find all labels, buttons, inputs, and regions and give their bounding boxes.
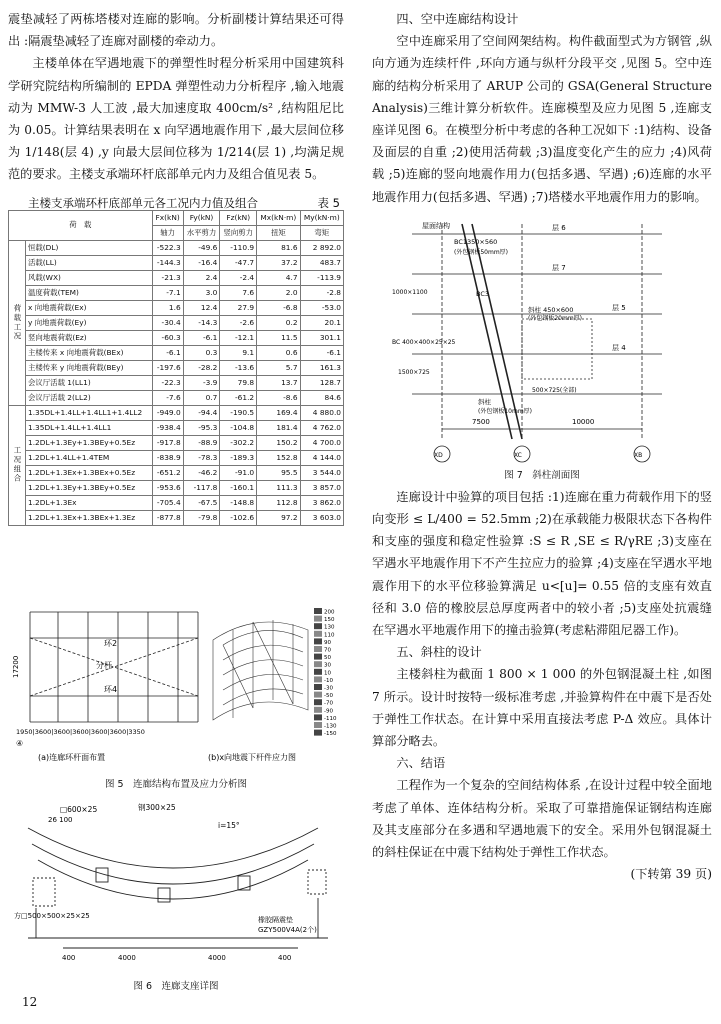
fig6-dim-2: 4000: [208, 954, 226, 962]
legend-value: 70: [324, 647, 331, 654]
fig5-sub-a: (a)连廊环杆面布置: [38, 753, 106, 762]
table5-cell: -2.6: [220, 315, 257, 330]
table5-cell: -6.1: [183, 330, 220, 345]
table5-cell: -49.6: [183, 240, 220, 255]
legend-value: 130: [324, 624, 335, 631]
table5-row-name: 主楼传来 x 向地震荷载(BEx): [26, 345, 153, 360]
left-para-2: 主楼单体在罕遇地震下的弹塑性时程分析采用中国建筑科学研究院结构所编制的 EPDA 弹塑性动力分析程序 ,输入地震动为 MMW-3 人工波 ,最大加速度取 400cm/s² ,结构阻尼比为 0.05。计算结果表明在 x 向罕遇地震作用下 ,最大层间位移为 1/148(层 4) ,y 向最大层间位移为 1/214(层 1) ,均满足规范的要求。主楼支承端环杆底部单元内力及组合值见表 5。: [8, 56, 344, 182]
page-number: 12: [22, 995, 38, 1009]
table5-cell: -14.3: [183, 315, 220, 330]
fig5-label-dims: 1950|3600|3600|3600|3600|3600|3350: [16, 728, 145, 736]
table5-cell: -3.9: [183, 375, 220, 390]
table5-cell: -6.8: [257, 300, 300, 315]
table5-row-name: 1.2DL+1.3Ey+1.3BEy+0.5Ez: [26, 435, 153, 450]
table5-row-name: y 向地震荷载(Ey): [26, 315, 153, 330]
table5-cell: 84.6: [300, 390, 343, 405]
table5-cell: -79.8: [183, 510, 220, 525]
table-row: [9, 435, 344, 450]
legend-swatch: [314, 722, 322, 728]
table5-cell: 4 880.0: [300, 405, 343, 420]
legend-value: -70: [324, 700, 333, 707]
table5-row-name: 风载(WX): [26, 270, 153, 285]
fig5-sub-b: (b)x向地震下杆件应力图: [208, 753, 297, 762]
table5-col-s2: 竖向剪力: [220, 225, 257, 240]
legend-swatch: [314, 730, 322, 736]
table5-col-h1: Fy(kN): [183, 210, 220, 225]
fig7-col2: (外包钢板20mm厚): [528, 314, 583, 322]
table5-cell: 13.7: [257, 375, 300, 390]
table5-cell: -30.4: [152, 315, 183, 330]
table-row: [9, 270, 344, 285]
table5-cell: -95.3: [183, 420, 220, 435]
table5-cell: -21.3: [152, 270, 183, 285]
table5-cell: 81.6: [257, 240, 300, 255]
table5-cell: 4.7: [257, 270, 300, 285]
table5-cell: 111.3: [257, 480, 300, 495]
figure7: [372, 214, 712, 486]
table5-cell: -104.8: [220, 420, 257, 435]
table5-cell: 20.1: [300, 315, 343, 330]
table5-row-name: 1.2DL+1.3Ex: [26, 495, 153, 510]
table-row: [9, 405, 344, 420]
table5-col-h4: My(kN·m): [300, 210, 343, 225]
legend-value: 10: [324, 670, 331, 677]
table5-cell: 2 892.0: [300, 240, 343, 255]
table5-cell: -953.6: [152, 480, 183, 495]
figure5a-plan: [30, 612, 198, 722]
fig6-label-box-top: □600×25: [60, 805, 98, 814]
table5-cell: -2.4: [220, 270, 257, 285]
legend-value: 30: [324, 662, 331, 669]
left-column: [8, 8, 344, 526]
table5-cell: -78.3: [183, 450, 220, 465]
table5-cell: -302.2: [220, 435, 257, 450]
figure5: [8, 600, 344, 770]
table5-cell: 11.5: [257, 330, 300, 345]
fig7-fl5: 层 5: [612, 303, 626, 312]
table-row: [9, 285, 344, 300]
fig7-size3: 500×725(全部): [532, 386, 577, 394]
table5-cell: 4 762.0: [300, 420, 343, 435]
table5-cell: 5.7: [257, 360, 300, 375]
table5-cell: 0.7: [183, 390, 220, 405]
table5-cell: -838.9: [152, 450, 183, 465]
table5-cell: -917.8: [152, 435, 183, 450]
table5-body: [9, 240, 344, 525]
table-row: [9, 255, 344, 270]
table5-cell: -8.6: [257, 390, 300, 405]
fig7-axis-xb: XB: [634, 451, 643, 459]
table5-cell: 4 144.0: [300, 450, 343, 465]
table5-cell: 4 700.0: [300, 435, 343, 450]
right-para-4-text: 工程作为一个复杂的空间结构体系 ,在设计过程中较全面地考虑了单体、连体结构分析。采取了可靠措施保证钢结构连廊及其支座部分在多遇和罕遇地震下的安全。采用外包钢混凝土的斜柱保证在中震下结构处于弹性工作状态。: [372, 778, 712, 860]
figure7-drawing: [372, 214, 712, 464]
table5-cell: 2.0: [257, 285, 300, 300]
legend-value: -150: [324, 731, 337, 738]
table5-cell: -94.4: [183, 405, 220, 420]
legend-swatch: [314, 608, 322, 614]
table-row: [9, 240, 344, 255]
legend-swatch: [314, 676, 322, 682]
continued-note: (下转第 39 页): [630, 867, 712, 882]
table5-cell: 152.8: [257, 450, 300, 465]
legend-value: -10: [324, 677, 333, 684]
fig7-axis-xc: XC: [514, 451, 522, 459]
fig7-beam: 斜柱: [478, 397, 491, 406]
legend-swatch: [314, 707, 322, 713]
table5-cell: 9.1: [220, 345, 257, 360]
table5-row-name: 活载(LL): [26, 255, 153, 270]
table5-cell: -7.6: [152, 390, 183, 405]
section6-heading: 六、结语: [396, 756, 446, 771]
figure6-drawing: [8, 798, 344, 978]
table5-cell: -28.2: [183, 360, 220, 375]
table5-cell: 0.2: [257, 315, 300, 330]
table5-cell: -522.3: [152, 240, 183, 255]
legend-value: 150: [324, 617, 335, 624]
fig7-roof: 屋面结构: [422, 221, 450, 230]
fig5-label-ring2: 环2: [104, 639, 118, 648]
legend-swatch: [314, 684, 322, 690]
table5-cell: -88.9: [183, 435, 220, 450]
table5-cell: -190.5: [220, 405, 257, 420]
table5-cell: 483.7: [300, 255, 343, 270]
table5-cell: -47.7: [220, 255, 257, 270]
fig7-box3: BC 400×400×25×25: [392, 338, 456, 346]
legend-swatch: [314, 654, 322, 660]
table5-cell: -53.0: [300, 300, 343, 315]
table5-cell: -117.8: [183, 480, 220, 495]
legend-swatch: [314, 699, 322, 705]
table5-cell: -189.3: [220, 450, 257, 465]
table-row: [9, 450, 344, 465]
fig7-box2: BC3: [476, 289, 490, 298]
fig6-label-slope: i=15°: [218, 821, 240, 830]
table5-row-name: 会议厅活载 2(LL2): [26, 390, 153, 405]
table5-cell: 169.4: [257, 405, 300, 420]
table5-col-s4: 弯矩: [300, 225, 343, 240]
table5-cell: -2.8: [300, 285, 343, 300]
table5-load-header: 荷 载: [9, 210, 153, 240]
table5-cell: -110.9: [220, 240, 257, 255]
legend-swatch: [314, 669, 322, 675]
table5: [8, 210, 344, 526]
fig7-fl6: 层 6: [552, 223, 566, 232]
fig7-span1: 7500: [472, 417, 490, 426]
table5-cell: 3.0: [183, 285, 220, 300]
fig7-beam2: (外包钢板10mm厚): [478, 407, 533, 415]
right-para-2: 连廊设计中验算的项目包括 :1)连廊在重力荷载作用下的竖向变形 ≤ L/400 = 52.5mm ;2)在承载能力极限状态下各构件和支座的强度和稳定性验算 :S ≤ R ,SE ≤ R/γRE ;3)支座在罕遇水平地震作用下不产生拉应力的验算 ;4)支座在罕遇水平地震作用下的水平位移验算满足 u<[u]= 0.55 倍的支座有效直径和 3.0 倍的橡胶层总厚度两者中的较小者 ;5)支座处抗震缝在罕遇水平地震作用下的撞击验算(考虑粘滞阻尼器工作)。: [372, 489, 712, 638]
table5-row-name: 1.2DL+1.4LL+1.4TEM: [26, 450, 153, 465]
table5-cell: -144.3: [152, 255, 183, 270]
fig7-box1: BC1350×560: [454, 237, 498, 246]
right-para-4: [372, 774, 712, 882]
table5-cell: -60.3: [152, 330, 183, 345]
table5-col-s0: 轴力: [152, 225, 183, 240]
legend-value: -90: [324, 708, 333, 715]
figure6-caption: 图 6 连廊支座详图: [133, 981, 219, 992]
table5-cell: -197.6: [152, 360, 183, 375]
table5-cell: -160.1: [220, 480, 257, 495]
table5-cell: 112.8: [257, 495, 300, 510]
fig7-box1note: (外包钢板50mm厚): [454, 248, 509, 256]
table5-cell: -705.4: [152, 495, 183, 510]
table-row: [9, 300, 344, 315]
table5-cell: 301.1: [300, 330, 343, 345]
table5-row-name: 1.2DL+1.3Ex+1.3BEx+1.3Ez: [26, 510, 153, 525]
table5-row-name: 1.35DL+1.4LL+1.4LL1+1.4LL2: [26, 405, 153, 420]
fig6-label-steel: 钢300×25: [138, 803, 176, 812]
fig6-dim-1: 4000: [118, 954, 136, 962]
legend-swatch: [314, 646, 322, 652]
table5-cell: -6.1: [300, 345, 343, 360]
table-row: [9, 465, 344, 480]
table5-cell: 0.6: [257, 345, 300, 360]
table-row: [9, 390, 344, 405]
right-para-3: 主楼斜柱为截面 1 800 × 1 000 的外包钢混凝土柱 ,如图 7 所示。设计时按特一级标准考虑 ,并验算构件在中震下是否处于弹性工作状态。在计算中采用直接法考虑 P-Δ 效应。具体计算部分略去。: [372, 667, 712, 749]
table5-cell: -46.2: [183, 465, 220, 480]
table5-row-name: 竖向地震荷载(Ez): [26, 330, 153, 345]
figure5-caption: 图 5 连廊结构布置及应力分析图: [104, 779, 248, 790]
fig5-label-branch: 分杆: [96, 661, 112, 670]
table5-cell: 3 857.0: [300, 480, 343, 495]
table5-number: 表 5: [317, 195, 340, 210]
legend-swatch: [314, 638, 322, 644]
legend-value: 110: [324, 632, 335, 639]
figure5-drawing: [8, 600, 344, 770]
fig7-col: 斜柱 450×600: [528, 305, 574, 314]
legend-value: 200: [324, 609, 335, 616]
table5-row-name: 1.35DL+1.4LL+1.4LL1: [26, 420, 153, 435]
fig6-label-bearing1: 橡胶隔震垫: [258, 916, 293, 924]
table5-row-name: 温度荷载(TEM): [26, 285, 153, 300]
table5-cell: 3 862.0: [300, 495, 343, 510]
table5-row-name: 主楼传来 y 向地震荷载(BEy): [26, 360, 153, 375]
figure6: [8, 798, 344, 978]
table-row: [9, 360, 344, 375]
table5-cell: -148.8: [220, 495, 257, 510]
figure7-caption: 图 7 斜柱剖面图: [504, 469, 580, 481]
table5-cell: -22.3: [152, 375, 183, 390]
table5-cell: 95.5: [257, 465, 300, 480]
table5-group-label: 荷载工况: [9, 240, 26, 405]
right-column: [372, 8, 712, 885]
table5-cell: 181.4: [257, 420, 300, 435]
table5-cell: -113.9: [300, 270, 343, 285]
legend-value: -30: [324, 685, 333, 692]
table5-col-s3: 扭矩: [257, 225, 300, 240]
table5-cell: 37.2: [257, 255, 300, 270]
table5-cell: 79.8: [220, 375, 257, 390]
table5-cell: -16.4: [183, 255, 220, 270]
fig5-label-height: 17200: [12, 655, 20, 678]
table5-cell: 0.3: [183, 345, 220, 360]
table5-caption: [8, 192, 344, 210]
legend-value: -130: [324, 723, 337, 730]
table5-cell: -67.5: [183, 495, 220, 510]
table-row: [9, 315, 344, 330]
legend-value: -50: [324, 693, 333, 700]
fig7-fl4: 层 4: [612, 343, 626, 352]
fig5-label-axis: ④: [16, 739, 24, 748]
table5-cell: 27.9: [220, 300, 257, 315]
fig7-span2: 10000: [572, 417, 595, 426]
section4-heading: 四、空中连廊结构设计: [396, 12, 519, 26]
legend-value: -110: [324, 715, 337, 722]
fig7-size2: 1500×725: [398, 368, 430, 376]
table-row: [9, 510, 344, 525]
table-row: [9, 375, 344, 390]
table5-cell: -6.1: [152, 345, 183, 360]
figure5-legend: [314, 608, 337, 737]
legend-value: 50: [324, 655, 331, 662]
table5-cell: 3 544.0: [300, 465, 343, 480]
legend-swatch: [314, 631, 322, 637]
table5-cell: -13.6: [220, 360, 257, 375]
table5-col-h2: Fz(kN): [220, 210, 257, 225]
table5-cell: 97.2: [257, 510, 300, 525]
table5-row-name: 1.2DL+1.3Ex+1.3BEx+0.5Ez: [26, 465, 153, 480]
left-para-1: 震垫减轻了两栋塔楼对连廊的影响。分析副楼计算结果还可得出 :隔震垫减轻了连廊对副楼的牵动力。: [8, 12, 344, 49]
table5-cell: -102.6: [220, 510, 257, 525]
table5-cell: -7.1: [152, 285, 183, 300]
table5-cell: 2.4: [183, 270, 220, 285]
legend-swatch: [314, 692, 322, 698]
table5-group-label: 工况组合: [9, 405, 26, 525]
fig6-dim-3: 400: [278, 954, 292, 962]
fig7-axis-xd: XD: [434, 451, 443, 459]
table5-row-name: 1.2DL+1.3Ey+1.3BEy+0.5Ez: [26, 480, 153, 495]
right-para-1: 空中连廊采用了空间网架结构。构件截面型式为方钢管 ,纵向方通为连续杆件 ,环向方通与纵杆分段平交 ,见图 5。空中连廊的结构分析采用了 ARUP 公司的 GSA(General Structure Analysis)三维计算分析软件。连廊模型及应力见图 5 ,连廊支座详见图 6。在模型分析中考虑的各种工况如下 :1)结构、设备及面层的自重 ;2)使用活荷载 ;3)温度变化产生的应力 ;4)风荷载 ;5)连廊的竖向地震作用力(包括多遇、罕遇) ;6)连廊的水平地震作用力(包括多遇、罕遇) ;7)塔楼水平地震作用力的影响。: [372, 34, 712, 204]
table-row: [9, 330, 344, 345]
table5-cell: 3 603.0: [300, 510, 343, 525]
table5-cell: 128.7: [300, 375, 343, 390]
fig6-label-bearing2: GZY500V4A(2个): [258, 926, 317, 934]
fig7-size1: 1000×1100: [392, 288, 428, 296]
fig7-fl7: 层 7: [552, 263, 566, 272]
table-row: [9, 480, 344, 495]
fig6-label-box-side: 方□500×500×25×25: [14, 912, 90, 920]
fig6-label-dim-left: 26 100: [48, 816, 73, 824]
table5-cell: -12.1: [220, 330, 257, 345]
table5-col-s1: 水平剪力: [183, 225, 220, 240]
fig5-label-ring4: 环4: [104, 685, 118, 694]
table5-cell: -949.0: [152, 405, 183, 420]
table5-cell: 150.2: [257, 435, 300, 450]
legend-swatch: [314, 616, 322, 622]
table5-col-h0: Fx(kN): [152, 210, 183, 225]
table5-cell: -91.0: [220, 465, 257, 480]
table5-cell: -651.2: [152, 465, 183, 480]
table-row: [9, 495, 344, 510]
figure5b-stress: [213, 620, 308, 720]
table5-row-name: 会议厅活载 1(LL1): [26, 375, 153, 390]
legend-value: 90: [324, 639, 331, 646]
table5-row-name: 恒载(DL): [26, 240, 153, 255]
table5-cell: 7.6: [220, 285, 257, 300]
table5-cell: -877.8: [152, 510, 183, 525]
table5-title: 主楼支承端环杆底部单元各工况内力值及组合: [28, 195, 258, 210]
table5-row-name: x 向地震荷载(Ex): [26, 300, 153, 315]
section5-heading: 五、斜柱的设计: [396, 645, 482, 660]
fig6-dim-0: 400: [62, 954, 76, 962]
table5-col-h3: Mx(kN·m): [257, 210, 300, 225]
table-row: [9, 420, 344, 435]
table5-cell: 1.6: [152, 300, 183, 315]
table-row: [9, 345, 344, 360]
table5-cell: 161.3: [300, 360, 343, 375]
table5-cell: -61.2: [220, 390, 257, 405]
table5-cell: -938.4: [152, 420, 183, 435]
table5-cell: 12.4: [183, 300, 220, 315]
legend-swatch: [314, 714, 322, 720]
legend-swatch: [314, 661, 322, 667]
legend-swatch: [314, 623, 322, 629]
